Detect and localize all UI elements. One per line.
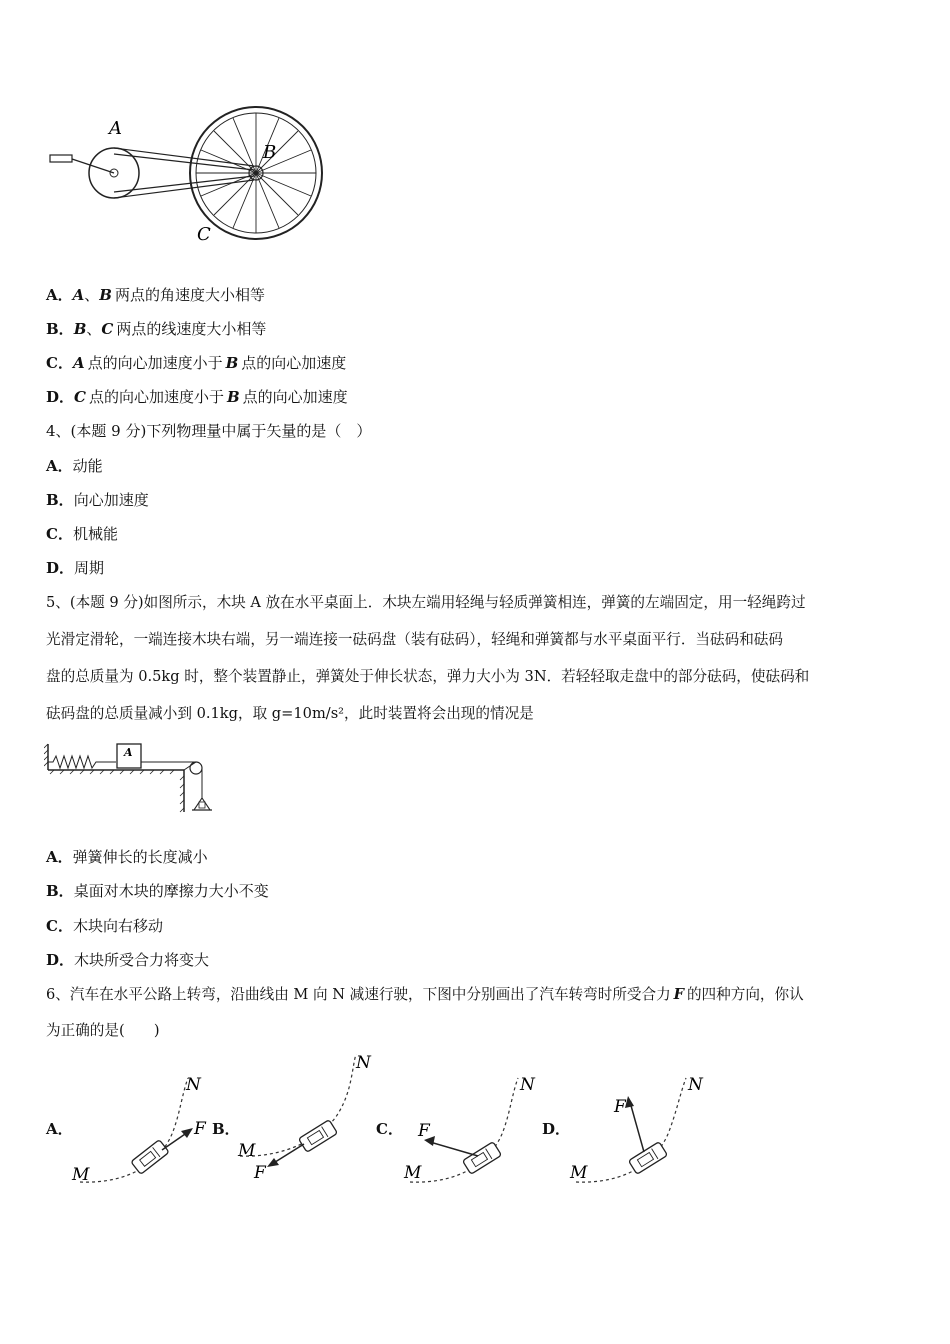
q6-d-f-label: F (614, 1097, 626, 1117)
q6-stem-line-2: 为正确的是( ) (46, 1022, 160, 1039)
q3-option-d[interactable]: D．C 点的向心加速度小于 B 点的向心加速度 (46, 388, 348, 406)
q6-b-m-label: M (238, 1141, 256, 1161)
q5-stem-line-3: 盘的总质量为 0.5kg 时，整个装置静止，弹簧处于伸长状态，弹力大小为 3N．若轻轻取走盘中的部分砝码，使砝码和 (46, 668, 810, 685)
q6-option-a-diagram[interactable] (70, 1072, 210, 1190)
q5-stem-line-1: 5、(本题 9 分)如图所示，木块 A 放在水平桌面上．木块左端用轻绳与轻质弹簧相连，弹簧的左端固定，用一轻绳跨过 (46, 594, 806, 611)
q6-option-c-diagram[interactable] (400, 1072, 540, 1190)
point-b-label: B (263, 142, 277, 163)
q5-stem-line-2: 光滑定滑轮，一端连接木块右端，另一端连接一砝码盘（装有砝码），轻绳和弹簧都与水平桌面平行．当砝码和砝码 (46, 631, 783, 648)
q4-option-c[interactable]: C．机械能 (46, 525, 118, 543)
q6-option-b-label[interactable]: B． (212, 1120, 240, 1138)
q6-a-f-label: F (194, 1119, 206, 1139)
block-a-label: A (124, 746, 133, 759)
q6-a-n-label: N (186, 1075, 201, 1095)
q3-option-c[interactable]: C．A 点的向心加速度小于 B 点的向心加速度 (46, 354, 347, 372)
q5-option-a[interactable]: A．弹簧伸长的长度减小 (46, 848, 208, 866)
q4-stem: 4、(本题 9 分)下列物理量中属于矢量的是（ ） (46, 422, 372, 440)
q4-option-b[interactable]: B．向心加速度 (46, 491, 149, 509)
point-a-label: A (109, 118, 122, 139)
q6-option-a-label[interactable]: A． (46, 1120, 73, 1138)
q6-option-b-diagram[interactable] (234, 1050, 374, 1190)
q6-d-m-label: M (570, 1163, 588, 1183)
q6-c-n-label: N (520, 1075, 535, 1095)
q6-option-d-label[interactable]: D． (542, 1120, 571, 1138)
q6-b-n-label: N (356, 1053, 371, 1073)
q6-option-c-label[interactable]: C． (376, 1120, 403, 1138)
q6-b-f-label: F (254, 1163, 266, 1183)
q6-c-f-label: F (418, 1121, 430, 1141)
q6-d-n-label: N (688, 1075, 703, 1095)
q6-a-m-label: M (72, 1165, 90, 1185)
q6-option-d-diagram[interactable] (566, 1072, 716, 1190)
q4-option-a[interactable]: A．动能 (46, 457, 103, 475)
q4-option-d[interactable]: D．周期 (46, 559, 105, 577)
q6-stem-line-1: 6、汽车在水平公路上转弯，沿曲线由 M 向 N 减速行驶，下图中分别画出了汽车转弯时所受合力 F 的四种方向，你认 (46, 986, 804, 1003)
point-c-label: C (197, 224, 211, 245)
spring-block-pulley-figure (44, 740, 224, 818)
q3-option-b[interactable]: B．B、C 两点的线速度大小相等 (46, 320, 267, 338)
q5-stem-line-4: 砝码盘的总质量减小到 0.1kg，取 g=10m/s²，此时装置将会出现的情况是 (46, 705, 534, 722)
bicycle-wheel-figure (46, 100, 336, 250)
q6-c-m-label: M (404, 1163, 422, 1183)
q3-option-a[interactable]: A．A、B 两点的角速度大小相等 (46, 286, 265, 304)
q5-option-c[interactable]: C．木块向右移动 (46, 917, 163, 935)
q5-option-d[interactable]: D．木块所受合力将变大 (46, 951, 210, 969)
q5-option-b[interactable]: B．桌面对木块的摩擦力大小不变 (46, 882, 269, 900)
